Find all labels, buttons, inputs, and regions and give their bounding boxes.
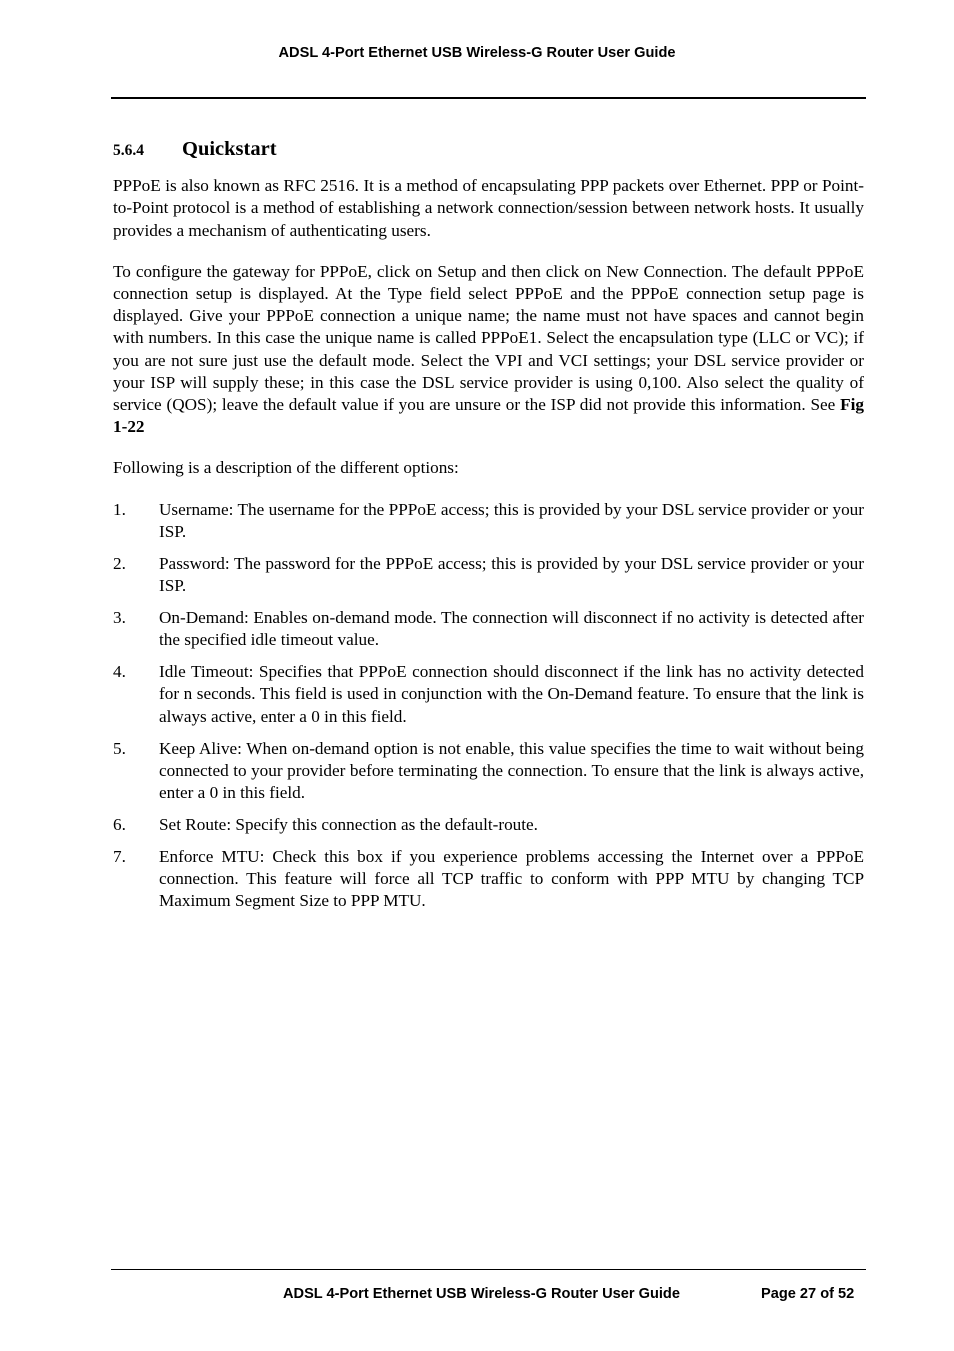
section-title: Quickstart bbox=[182, 138, 277, 160]
page-number: Page 27 of 52 bbox=[761, 1286, 855, 1302]
footer-divider bbox=[111, 1269, 866, 1270]
list-item-text: Enforce MTU: Check this box if you experience problems accessing the Internet over a PPPoE connection. This feature will force all TCP traffic to conform with PPP MTU by changing TCP Maximum Segment Size to PPP MTU. bbox=[159, 847, 864, 911]
list-item-text: Password: The password for the PPPoE access; this is provided by your DSL service provider or your ISP. bbox=[159, 553, 864, 596]
list-item-number: 4. bbox=[113, 662, 126, 682]
list-item bbox=[113, 814, 864, 836]
list-item-text: Idle Timeout: Specifies that PPPoE connection should disconnect if the link has no activity detected for n seconds. This field is used in conjunction with the On-Demand feature. To ensure that the link is always active, enter a 0 in this field. bbox=[159, 662, 864, 726]
page-header: ADSL 4-Port Ethernet USB Wireless-G Router User Guide bbox=[278, 45, 676, 61]
list-item-text: Set Route: Specify this connection as the default-route. bbox=[159, 815, 538, 835]
list-item-number: 2. bbox=[113, 553, 126, 573]
list-item-text: Username: The username for the PPPoE access; this is provided by your DSL service provider or your ISP. bbox=[159, 499, 864, 541]
page-content bbox=[113, 138, 864, 922]
configure-paragraph bbox=[113, 261, 864, 439]
section-heading bbox=[113, 138, 864, 162]
configure-text: To configure the gateway for PPPoE, click on Setup and then click on New Connection. The default PPPoE connection setup is displayed. At the Type field select PPPoE and the PPPoE connection setup page is displayed. Give your PPPoE connection a unique name; the name must not have spaces and cannot begin with numbers. In this case the unique name is called PPPoE1. Select the encapsulation type (LLC or VC); if you are not sure just use the default mode. Select the VPI and VCI settings; your DSL service provider or your ISP will supply these; in this case the DSL service provider is using 0,100. Also select the quality of service (QOS); leave the default value if you are unsure or the ISP did not provide this information. See bbox=[113, 261, 864, 415]
list-item bbox=[113, 846, 864, 913]
list-item-number: 3. bbox=[113, 608, 126, 628]
list-item bbox=[113, 738, 864, 805]
footer-title: ADSL 4-Port Ethernet USB Wireless-G Router User Guide bbox=[283, 1286, 680, 1302]
list-item-number: 1. bbox=[113, 499, 126, 519]
list-item-number: 7. bbox=[113, 847, 126, 867]
list-item bbox=[113, 499, 864, 543]
figure-reference: Fig 1-22 bbox=[113, 395, 864, 437]
list-item-number: 6. bbox=[113, 815, 126, 835]
options-list bbox=[113, 499, 864, 913]
options-intro: Following is a description of the different options: bbox=[113, 458, 459, 478]
list-item bbox=[113, 607, 864, 651]
intro-paragraph: PPPoE is also known as RFC 2516. It is a method of encapsulating PPP packets over Ethernet. PPP or Point-to-Point protocol is a method of establishing a network connection/session between network hosts. It usually provides a mechanism of authenticating users. bbox=[113, 176, 864, 240]
list-item bbox=[113, 661, 864, 728]
list-item-number: 5. bbox=[113, 738, 126, 758]
section-number: 5.6.4 bbox=[113, 142, 144, 159]
list-item bbox=[113, 553, 864, 597]
list-item-text: On-Demand: Enables on-demand mode. The connection will disconnect if no activity is detected after the specified idle timeout value. bbox=[159, 608, 864, 650]
list-item-text: Keep Alive: When on-demand option is not enable, this value specifies the time to wait without being connected to your provider before terminating the connection. To ensure that the link is always active, enter a 0 in this field. bbox=[159, 738, 864, 803]
header-divider bbox=[111, 97, 866, 99]
